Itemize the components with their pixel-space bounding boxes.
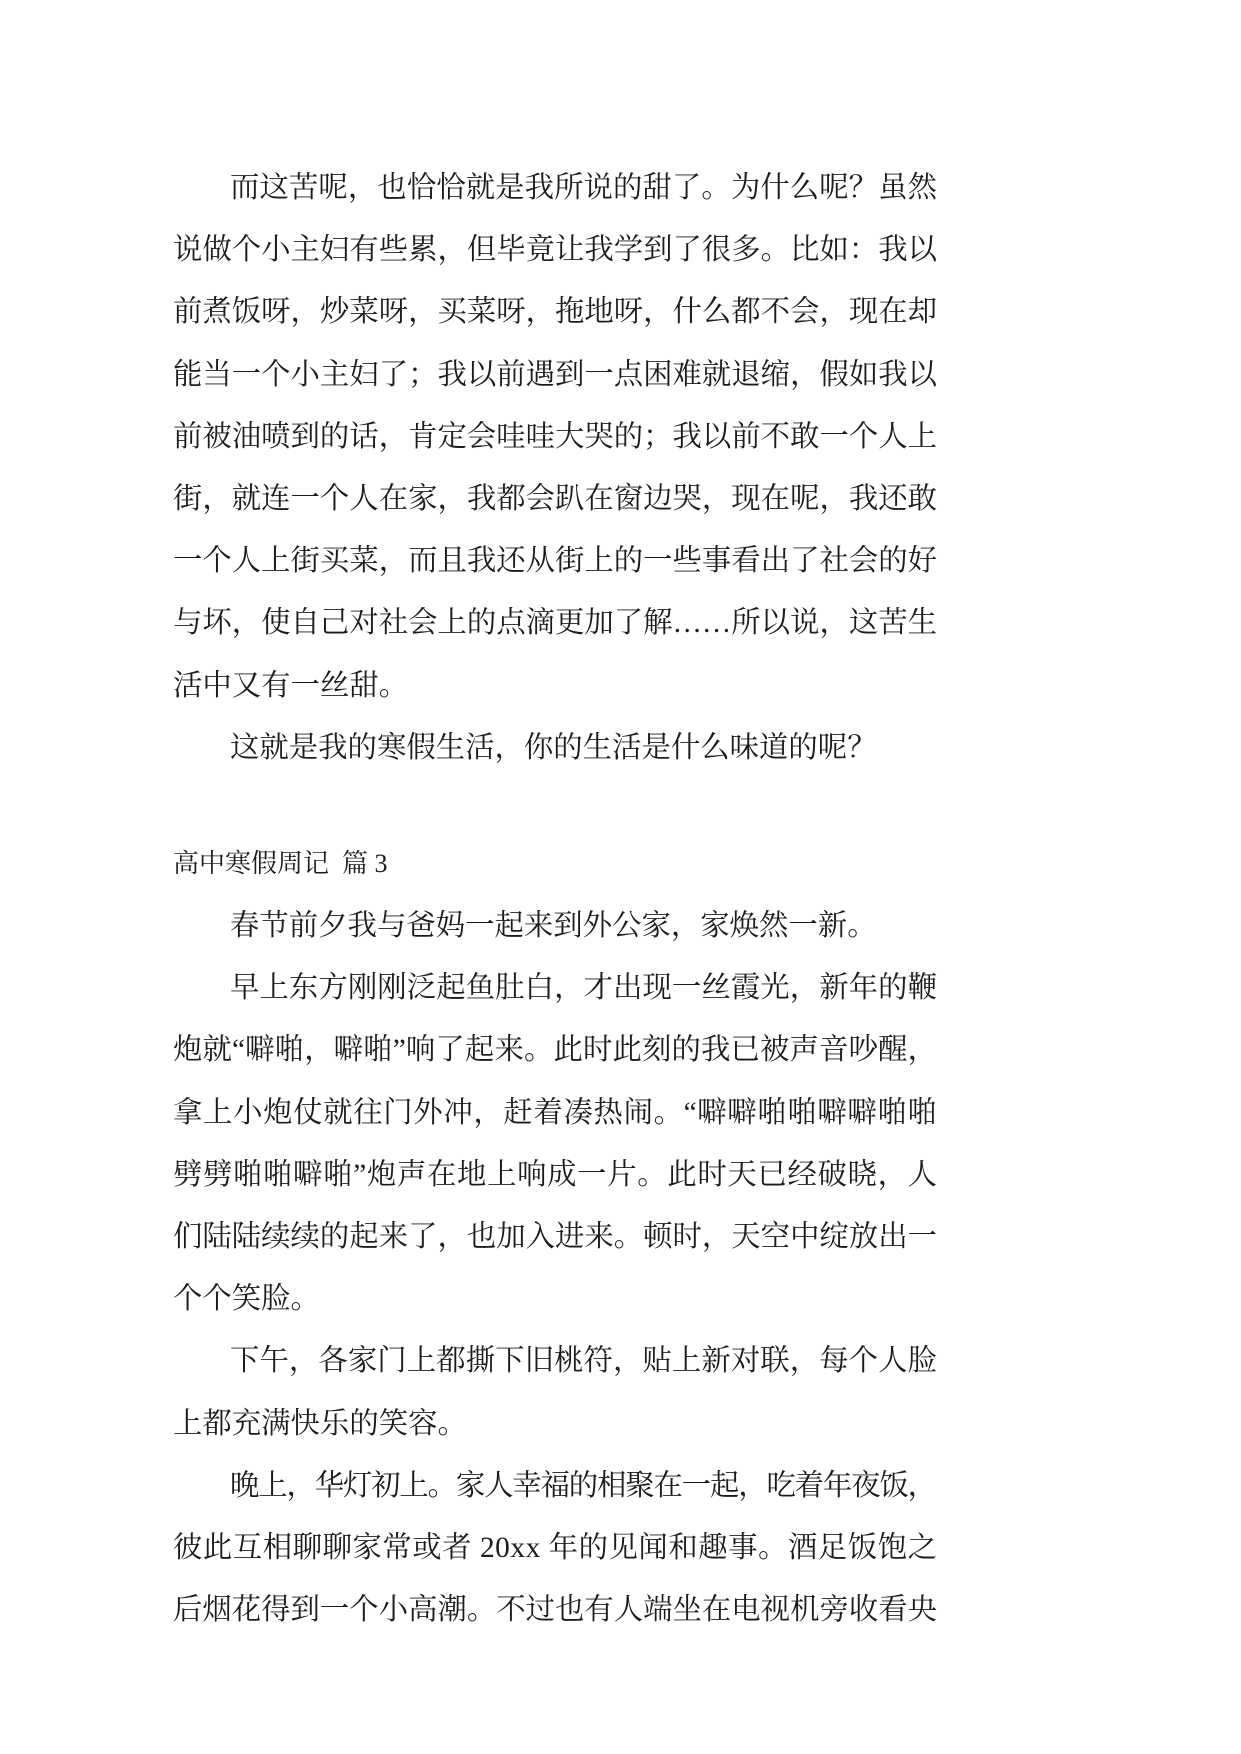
text-line-content: 彼此互相聊聊家常或者 20xx 年的见闻和趣事。酒足饭饱之 [173,1531,938,1564]
text-line-content: 一个人上街买菜，而且我还从街上的一些事看出了社会的好 [173,545,937,578]
text-line-content: 与坏，使自己对社会上的点滴更加了解……所以说，这苦生 [173,607,937,640]
text-line [173,530,937,592]
text-line-content: 说做个小主妇有些累，但毕竟让我学到了很多。比如：我以 [173,234,937,267]
text-line-content: 下午，各家门上都撕下旧桃符，贴上新对联，每个人脸 [230,1345,938,1378]
text-line [173,1144,937,1206]
document-page [173,157,937,1641]
text-line [173,895,937,957]
text-line-content: 前被油喷到的话，肯定会哇哇大哭的；我以前不敢一个人上 [173,420,937,453]
text-line [173,281,937,343]
text-line-content: 拿上小炮仗就往门外冲，赶着凑热闹。“噼噼啪啪噼噼啪啪 [173,1096,938,1129]
text-line [173,406,937,468]
text-line [173,157,937,219]
text-line [173,1455,937,1517]
paragraph [173,957,937,1330]
text-line [173,344,937,406]
text-line [173,717,937,779]
text-line-content: 早上东方刚刚泛起鱼肚白，才出现一丝霞光，新年的鞭 [230,972,938,1005]
paragraph [173,895,937,957]
text-line-content: 们陆陆续续的起来了，也加入进来。顿时，天空中绽放出一 [173,1221,937,1253]
text-line-content: 劈劈啪啪噼啪”炮声在地上响成一片。此时天已经破晓，人 [173,1158,938,1191]
text-line-content: 街，就连一个人在家，我都会趴在窗边哭，现在呢，我还敢 [173,482,937,515]
text-line-content: 而这苦呢，也恰恰就是我所说的甜了。为什么呢？虽然 [230,172,938,204]
text-line [173,1579,937,1641]
text-line [173,1517,937,1579]
text-line [173,1019,937,1081]
text-line [173,1082,937,1144]
paragraph [173,1330,937,1454]
text-line-content: 个个笑脸。 [173,1283,320,1316]
text-line [173,957,937,1019]
text-line-content: 春节前夕我与爸妈一起来到外公家，家焕然一新。 [230,910,877,943]
paragraph [173,717,937,779]
text-line [173,1206,937,1268]
text-line [173,592,937,654]
text-line-content: 后烟花得到一个小高潮。不过也有人端坐在电视机旁收看央 [173,1594,937,1627]
text-line-content: 上都充满快乐的笑容。 [173,1407,467,1440]
text-line-content: 能当一个小主妇了；我以前遇到一点困难就退缩，假如我以 [173,358,937,391]
text-line [173,219,937,281]
text-line [173,1330,937,1392]
paragraph [173,157,937,717]
section-heading: 高中寒假周记 篇 3 [173,848,388,878]
paragraph [173,1455,937,1642]
text-line [173,1268,937,1330]
text-line-content: 这就是我的寒假生活，你的生活是什么味道的呢？ [230,731,877,764]
text-line-content: 活中又有一丝甜。 [173,669,409,702]
text-line-content: 炮就“噼啪，噼啪”响了起来。此时此刻的我已被声音吵醒， [173,1034,938,1067]
text-line [173,468,937,530]
text-line-content: 前煮饭呀，炒菜呀，买菜呀，拖地呀，什么都不会，现在却 [173,296,937,329]
text-line [173,655,937,717]
text-line-content: 晚上，华灯初上。家人幸福的相聚在一起，吃着年夜饭， [230,1469,936,1502]
text-line [173,1393,937,1455]
